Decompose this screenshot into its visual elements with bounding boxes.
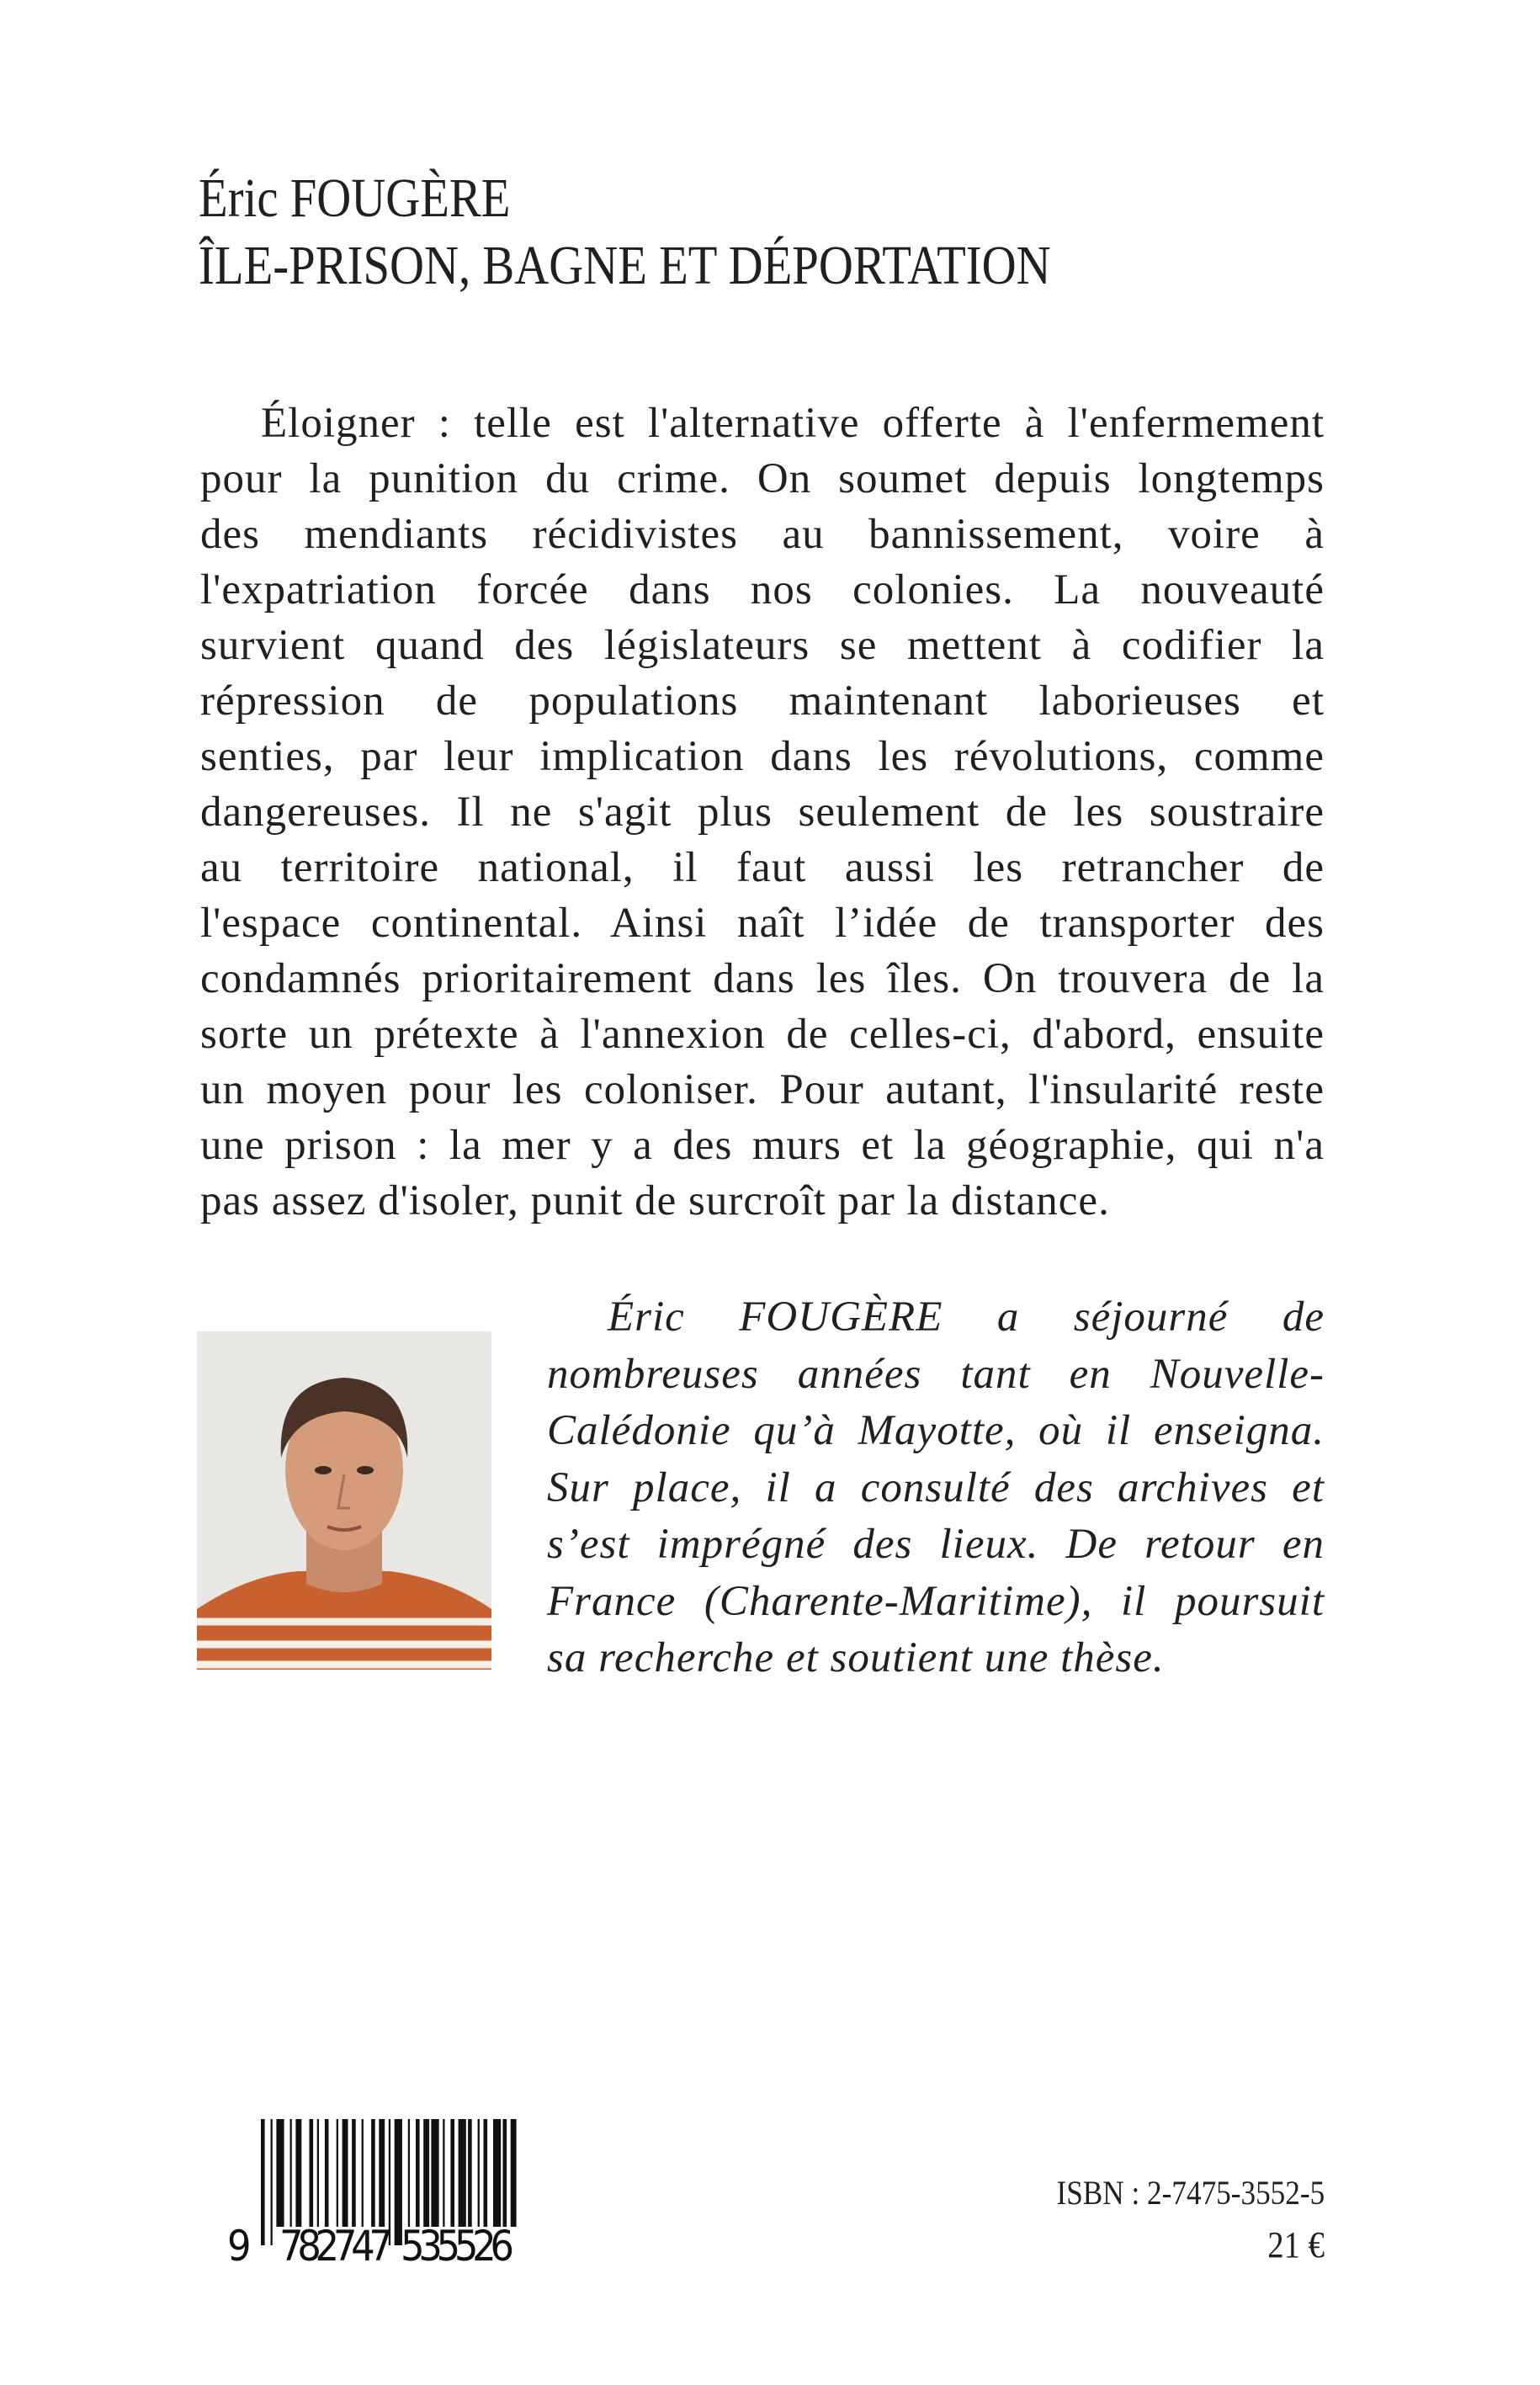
summary-line: dangereuses. Il ne s'agit plus seulement de les soustraire [200, 789, 1325, 836]
bio-line: Sur place, il a consulté des archives et [547, 1463, 1325, 1511]
summary-line: répression de populations maintenant laborieuses et [200, 677, 1325, 725]
barcode-bar [317, 2119, 319, 2227]
barcode-bar [408, 2119, 410, 2227]
barcode-bar [271, 2119, 273, 2245]
summary-line: Éloigner : telle est l'alternative offerte à l'enfermement [261, 400, 1325, 447]
summary-line: au territoire national, il faut aussi les retrancher de [200, 844, 1325, 891]
summary-line: un moyen pour les coloniser. Pour autant, l'insularité reste [200, 1066, 1325, 1113]
barcode-bar [295, 2119, 301, 2227]
author-name: Éric FOUGÈRE [199, 167, 511, 229]
barcode-digits: 9 [227, 2222, 252, 2266]
cover-header [199, 165, 1051, 300]
barcode-bar [503, 2119, 507, 2227]
book-title: ÎLE-PRISON, BAGNE ET DÉPORTATION [199, 235, 1051, 296]
isbn-barcode [227, 2119, 581, 2266]
barcode-bar [379, 2119, 385, 2227]
barcode-digits: 535526 [401, 2222, 514, 2266]
barcode-bar [310, 2119, 314, 2227]
bio-line: nombreuses années tant en Nouvelle- [547, 1350, 1325, 1398]
summary-line: pour la punition du crime. On soumet depuis longtemps [200, 455, 1325, 502]
barcode-bar [511, 2119, 517, 2227]
barcode-bar [261, 2119, 265, 2245]
summary-line: condamnés prioritairement dans les îles. On trouvera de la [200, 955, 1325, 1002]
barcode-digits: 782747 [279, 2222, 393, 2266]
price: 21 € [1267, 2224, 1325, 2265]
barcode-bar [443, 2119, 444, 2227]
isbn-text: ISBN : 2-7475-3552-5 [1056, 2174, 1325, 2212]
barcode-bar [478, 2119, 480, 2227]
summary-line: sorte un prétexte à l'annexion de celles-ci, d'abord, ensuite [200, 1011, 1325, 1058]
bio-line: sa recherche et soutient une thèse. [547, 1634, 1165, 1681]
summary-line: l'expatriation forcée dans nos colonies. La nouveauté [200, 566, 1325, 614]
barcode-bar [450, 2119, 454, 2227]
author-photo [197, 1331, 491, 1670]
barcode-bar [362, 2119, 364, 2227]
barcode-bar [459, 2119, 466, 2227]
bio-line: France (Charente-Maritime), il poursuit [547, 1577, 1325, 1625]
summary-line: l'espace continental. Ainsi naît l’idée de transporter des [200, 900, 1325, 947]
barcode-bar [423, 2119, 429, 2227]
barcode-bar [468, 2119, 472, 2227]
author-bio [547, 1289, 1325, 1687]
bio-line: Éric FOUGÈRE a séjourné de [608, 1293, 1325, 1341]
barcode-bar [343, 2119, 348, 2227]
bio-line: Calédonie qu’à Mayotte, où il enseigna. [547, 1407, 1325, 1454]
summary-line: des mendiants récidivistes au bannissement, voire à [200, 511, 1325, 558]
barcode-bar [352, 2119, 356, 2227]
summary-line: survient quand des législateurs se mettent à codifier la [200, 622, 1325, 669]
summary-line: pas assez d'isoler, punit de surcroît par la distance. [200, 1177, 1110, 1224]
barcode-bar [290, 2119, 292, 2227]
barcode-bar [276, 2119, 284, 2227]
summary-text [200, 396, 1325, 1229]
bio-line: s’est imprégné des lieux. De retour en [547, 1521, 1325, 1568]
summary-line: senties, par leur implication dans les révolutions, comme [200, 733, 1325, 780]
summary-line: une prison : la mer y a des murs et la géographie, qui n'a [200, 1122, 1325, 1169]
barcode-bar [337, 2119, 338, 2227]
barcode-bar [325, 2119, 329, 2227]
barcode-bar [371, 2119, 375, 2227]
barcode-bar [493, 2119, 501, 2227]
barcode-bar [484, 2119, 488, 2227]
barcode-bar [416, 2119, 420, 2227]
barcode-bar [431, 2119, 438, 2227]
